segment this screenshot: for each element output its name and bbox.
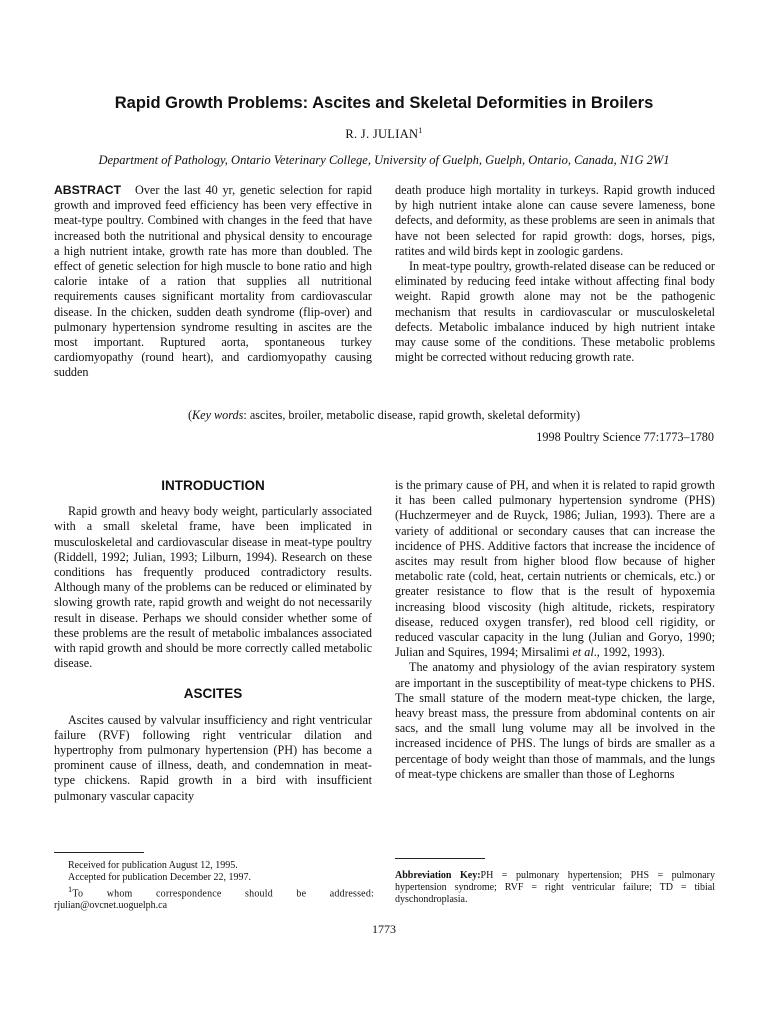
ascites-paragraph: Ascites caused by valvular insufficiency and right ventricular failure (RVF) following right ventricular dilation and hypertrophy from pulmonary hypertension (PH) has become a prominent cause of illness, death, and condemnation in meat-type chickens. Rapid growth in a bird with insufficient pulmonary vascular capacity <box>54 712 372 803</box>
received-date: Received for publication August 12, 1995. <box>68 860 238 871</box>
et-al-text: et al <box>572 645 594 660</box>
correspondence-note <box>54 884 374 900</box>
keywords-line <box>0 408 768 423</box>
body-left-column <box>54 478 372 804</box>
author-line <box>0 127 768 142</box>
introduction-heading: INTRODUCTION <box>161 478 265 493</box>
keywords-label: Key words <box>192 408 244 422</box>
footnote-divider-left <box>54 852 144 853</box>
author-email: rjulian@ovcnet.uoguelph.ca <box>54 900 168 912</box>
introduction-paragraph: Rapid growth and heavy body weight, particularly associated with a small skeletal frame, have been implicated in musculoskeletal and cardiovascular disease in meat-type poultry (Riddell, 1992; Julian, 1993; Lilburn, 1994). Research on these conditions has frequently produced contradictory results. Although many of the problems can be reduced or eliminated by slowing growth rate, rapid growth and weight do not necessarily result in disease. Perhaps we should consider whether some of these problems are the result of metabolic imbalances associated with rapid growth and should be more correctly called metabolic disease. <box>54 504 372 671</box>
footnote-divider-right <box>395 858 485 859</box>
correspondence-marker: 1 <box>68 885 73 894</box>
body-paragraph-continued <box>395 478 715 660</box>
author-footnote-marker: 1 <box>418 126 423 135</box>
abbreviation-key-label: Abbreviation Key: <box>395 870 481 881</box>
abstract-right-column <box>395 183 715 365</box>
keywords-open-paren: ( <box>187 408 193 422</box>
abstract-left-column <box>54 183 372 381</box>
abstract-text: Over the last 40 yr, genetic selection for rapid growth and improved feed efficiency has been very effective in meat-type poultry. Combined with changes in the feed that have increased both the nutritional and physical density to encourage a high nutrient intake, growth rate has more than doubled. The effect of genetic selection for high muscle to bone ratio and high calorie intake of a ration that supplies all nutritional requirements causes significant mortality from cardiovascular disease. In the chicken, sudden death syndrome (flip-over) and pulmonary hypertension syndrome resulting in ascites are the most important. Ruptured aorta, spontaneous turkey cardiomyopathy (round heart), and cardiomyopathy causing sudden <box>54 183 372 380</box>
affiliation: Department of Pathology, Ontario Veterinary College, University of Guelph, Guelph, Ontario, Canada, N1G 2W1 <box>98 153 670 167</box>
abbreviation-key-footnote <box>395 870 715 906</box>
body-paragraph-text: is the primary cause of PH, and when it is related to rapid growth it has been called pulmonary hypertension syndrome (PHS) (Huchzermeyer and de Ruyck, 1986; Julian, 1993). There are a variety of additional or secondary causes that can increase the incidence of PHS. Additive factors that increase the incidence of ascites may result from higher blood flow because of higher metabolic rate (cold, heat, certain nutrients or chemicals, etc.) or greater resistance to flow that is the result of hypoxemia increasing blood viscosity (high altitude, rickets, respiratory disease, reduced oxygen transfer), red blood cell rigidity, or reduced vascular capacity in the lung (Julian and Goryo, 1990; Julian and Squires, 1994; Mirsalimi <box>395 478 715 660</box>
keywords-text: : ascites, broiler, metabolic disease, rapid growth, skeletal deformity) <box>243 408 580 422</box>
abbreviation-key-text: PH = pulmonary hypertension; PHS = pulmonary hypertension syndrome; RVF = right ventricular failure; TD = tibial dyschondroplasia. <box>395 870 715 905</box>
footnotes-left <box>54 860 374 912</box>
body-right-column <box>395 478 715 782</box>
ascites-heading: ASCITES <box>183 686 243 702</box>
body-paragraph-text-end: ., 1992, 1993). <box>593 645 665 660</box>
accepted-date: Accepted for publication December 22, 1997. <box>68 872 251 883</box>
abstract-paragraph-2: In meat-type poultry, growth-related disease can be reduced or eliminated by reducing feed intake without affecting final body weight. Rapid growth alone may not be the pathogenic mechanism that results in cardiovascular or musculoskeletal defects. Metabolic imbalance induced by high nutrient intake may cause some of the conditions. These metabolic problems might be corrected without reducing growth rate. <box>395 259 715 365</box>
journal-citation: 1998 Poultry Science 77:1773–1780 <box>536 430 714 444</box>
abstract-paragraph <box>54 183 372 381</box>
abstract-label: ABSTRACT <box>54 183 122 197</box>
body-paragraph: The anatomy and physiology of the avian respiratory system are important in the susceptibility of meat-type chickens to PHS. The small stature of the modern meat-type chicken, the large, heavy breast mass, the pressure from abdominal contents on air sacs, and the small lung volume may all be involved in the increased incidence of PHS. The lungs of birds are smaller as a percentage of body weight than those of mammals, and the lungs of meat-type chickens are smaller than those of Leghorns <box>395 660 715 781</box>
correspondence-text: To whom correspondence should be addressed: <box>72 888 374 900</box>
author-name: R. J. JULIAN <box>345 127 419 141</box>
page-number: 1773 <box>372 922 396 936</box>
article-title: Rapid Growth Problems: Ascites and Skeletal Deformities in Broilers <box>114 94 654 112</box>
abstract-paragraph-continued: death produce high mortality in turkeys. Rapid growth induced by high nutrient intake alone can cause severe lameness, bone defects, and deformity, as these problems are seen in animals that have not been selected for rapid growth: dogs, horses, pigs, ratites and wild birds kept in zoologic gardens. <box>395 183 715 258</box>
